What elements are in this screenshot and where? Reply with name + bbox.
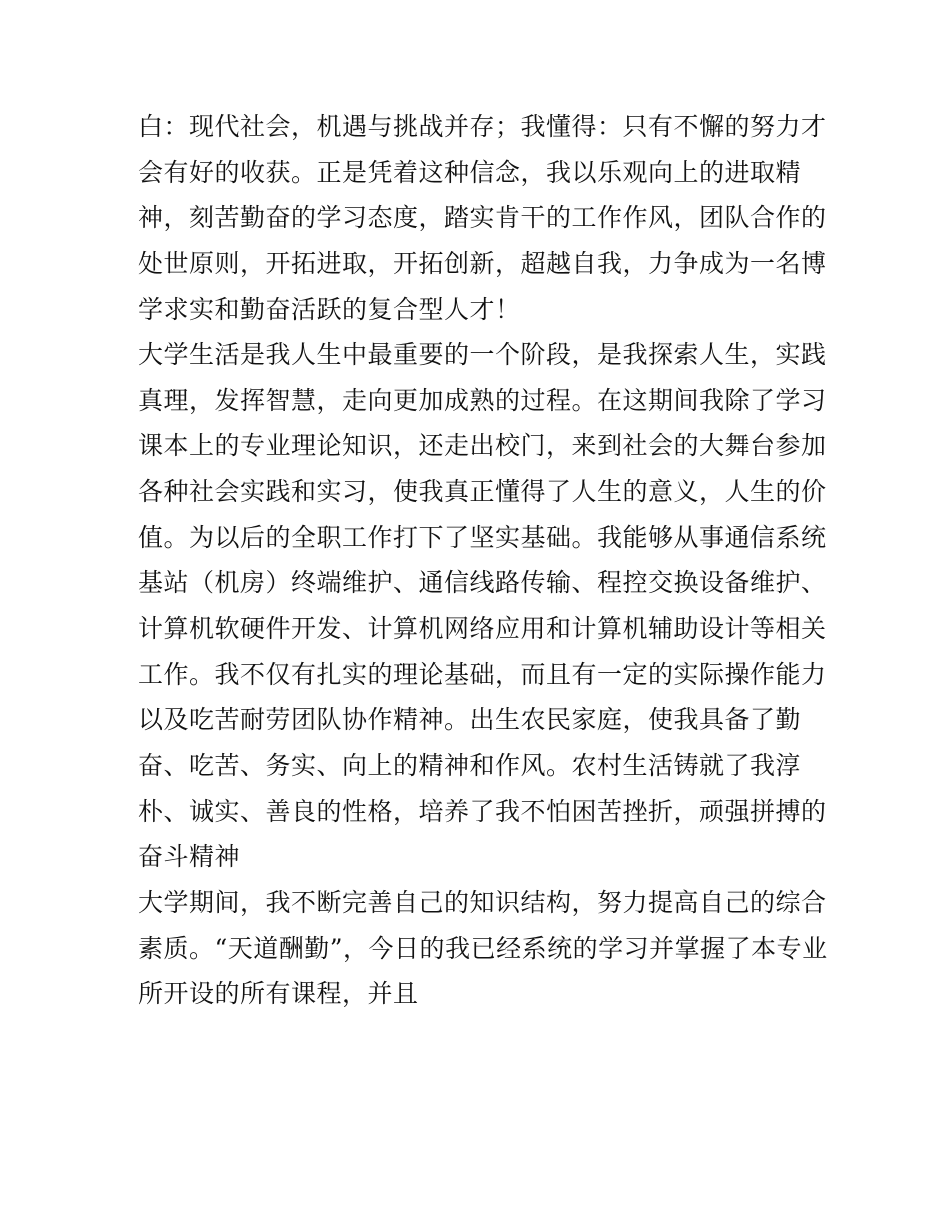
text-line: 奋斗精神: [138, 842, 241, 872]
text-line: 计算机软硬件开发、计算机网络应用和计算机辅助设计等相关: [138, 614, 827, 644]
text-line: 真理，发挥智慧，走向更加成熟的过程。在这期间我除了学习: [138, 385, 827, 415]
document-body: [138, 105, 828, 1018]
text-line: 所开设的所有课程，并且: [138, 979, 419, 1009]
text-line: 会有好的收获。正是凭着这种信念，我以乐观向上的进取精: [138, 157, 802, 187]
text-line: 工作。我不仅有扎实的理论基础，而且有一定的实际操作能力: [138, 659, 827, 689]
text-line: 基站（机房）终端维护、通信线路传输、程控交换设备维护、: [138, 568, 827, 598]
text-line: 各种社会实践和实习，使我真正懂得了人生的意义，人生的价: [138, 477, 827, 507]
text-line: 学求实和勤奋活跃的复合型人才！: [138, 294, 521, 324]
text-line: 神，刻苦勤奋的学习态度，踏实肯干的工作作风，团队合作的: [138, 203, 827, 233]
text-line: 白：现代社会，机遇与挑战并存；我懂得：只有不懈的努力才: [138, 112, 827, 141]
text-line: 以及吃苦耐劳团队协作精神。出生农民家庭，使我具备了勤: [138, 705, 802, 735]
text-line: 处世原则，开拓进取，开拓创新，超越自我，力争成为一名博: [138, 248, 827, 278]
text-line: 大学生活是我人生中最重要的一个阶段，是我探索人生，实践: [138, 340, 827, 370]
text-line: 大学期间，我不断完善自己的知识结构，努力提高自己的综合: [138, 887, 827, 917]
text-line: 朴、诚实、善良的性格，培养了我不怕困苦挫折，顽强拼搏的: [138, 796, 827, 826]
text-line: 课本上的专业理论知识，还走出校门，来到社会的大舞台参加: [138, 431, 827, 461]
text-line: 值。为以后的全职工作打下了坚实基础。我能够从事通信系统: [138, 522, 827, 552]
text-line: 奋、吃苦、务实、向上的精神和作风。农村生活铸就了我淳: [138, 750, 802, 780]
text-line: 素质。“天道酬勤”，今日的我已经系统的学习并掌握了本专业: [138, 933, 828, 963]
